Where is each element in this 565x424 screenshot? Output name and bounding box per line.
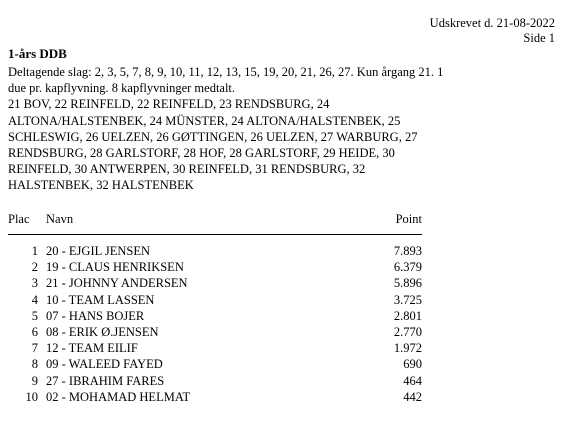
description-line: REINFELD, 30 ANTWERPEN, 30 REINFELD, 31 RENDSBURG, 32 (8, 162, 366, 177)
table-row (8, 243, 422, 259)
row-plac: 5 (31, 308, 38, 323)
row-plac: 1 (31, 244, 38, 258)
row-point: 3.725 (393, 292, 422, 307)
row-plac: 6 (31, 324, 38, 339)
table-row (8, 373, 422, 389)
row-point: 464 (403, 373, 422, 388)
page-number: Side 1 (523, 31, 555, 45)
row-point: 7.893 (393, 244, 422, 258)
row-name: 09 - WALEED FAYED (46, 357, 163, 372)
row-name: 12 - TEAM EILIF (46, 341, 138, 356)
description-line: Deltagende slag: 2, 3, 5, 7, 8, 9, 10, 11, 12, 13, 15, 19, 20, 21, 26, 27. Kun årgang 21. 1 (8, 65, 444, 79)
table-row (8, 308, 422, 324)
row-name: 07 - HANS BOJER (46, 308, 145, 323)
row-point: 2.801 (393, 308, 422, 323)
table-row (8, 324, 422, 340)
row-point: 442 (403, 389, 422, 404)
row-plac: 2 (31, 260, 38, 275)
column-header-point: Point (395, 212, 422, 226)
row-name: 10 - TEAM LASSEN (46, 292, 155, 307)
row-name: 08 - ERIK Ø.JENSEN (46, 324, 159, 339)
column-header-plac: Plac (8, 212, 30, 226)
row-name: 27 - IBRAHIM FARES (46, 373, 165, 388)
column-header-name: Navn (46, 212, 74, 226)
document-title: 1-års DDB (8, 46, 67, 61)
row-point: 2.770 (393, 324, 422, 339)
table-row (8, 259, 422, 275)
description-line: 21 BOV, 22 REINFELD, 22 REINFELD, 23 RENDSBURG, 24 (8, 97, 330, 112)
row-plac: 8 (31, 357, 38, 372)
row-point: 5.896 (393, 276, 422, 291)
table-row (8, 292, 422, 308)
row-name: 20 - EJGIL JENSEN (46, 244, 151, 258)
description-line: RENDSBURG, 28 GARLSTORF, 28 HOF, 28 GARLSTORF, 29 HEIDE, 30 (8, 146, 395, 161)
description-line: ALTONA/HALSTENBEK, 24 MÜNSTER, 24 ALTONA/HALSTENBEK, 25 (8, 113, 401, 128)
row-point: 1.972 (393, 341, 422, 356)
description (8, 64, 556, 194)
table-row (8, 389, 422, 405)
table-body (8, 235, 422, 405)
table-header (8, 212, 422, 235)
description-line: HALSTENBEK, 32 HALSTENBEK (8, 178, 194, 193)
row-point: 690 (403, 357, 422, 372)
table-row (8, 340, 422, 356)
row-plac: 7 (31, 341, 38, 356)
row-name: 19 - CLAUS HENRIKSEN (46, 260, 184, 275)
row-name: 21 - JOHNNY ANDERSEN (46, 276, 188, 291)
description-line: due pr. kapflyvning. 8 kapflyvninger medtalt. (8, 81, 236, 96)
row-plac: 4 (31, 292, 38, 307)
table-row (8, 356, 422, 372)
table-row (8, 275, 422, 291)
row-plac: 9 (31, 373, 38, 388)
row-name: 02 - MOHAMAD HELMAT (46, 389, 191, 404)
printed-date: Udskrevet d. 21-08-2022 (429, 16, 555, 30)
results-table (8, 212, 422, 405)
row-plac: 3 (31, 276, 38, 291)
row-point: 6.379 (393, 260, 422, 275)
description-line: SCHLESWIG, 26 UELZEN, 26 GØTTINGEN, 26 UELZEN, 27 WARBURG, 27 (8, 129, 418, 144)
row-plac: 10 (25, 389, 38, 404)
print-header (430, 16, 555, 46)
